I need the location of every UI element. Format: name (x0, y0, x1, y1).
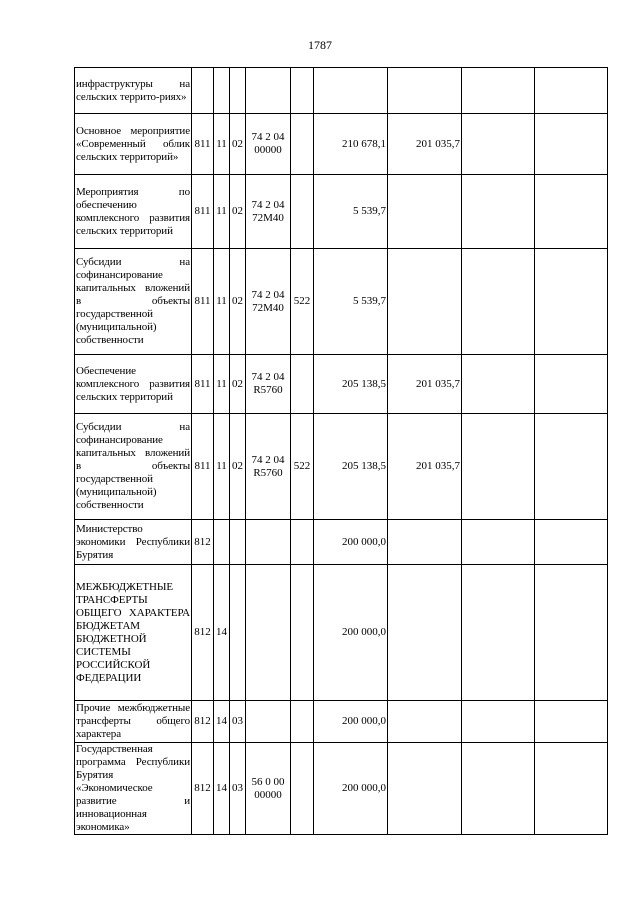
amount-2-cell: 201 035,7 (388, 414, 462, 520)
section-code-cell: 14 (214, 565, 230, 701)
target-article-cell (246, 520, 291, 565)
ministry-code-cell: 811 (192, 175, 214, 249)
section-code-cell: 11 (214, 114, 230, 175)
empty-cell (462, 249, 535, 355)
table-row (75, 355, 608, 414)
amount-1-cell: 200 000,0 (314, 701, 388, 743)
section-code-cell: 11 (214, 175, 230, 249)
table-row (75, 68, 608, 114)
table-row (75, 565, 608, 701)
target-article-cell: 56 0 00 00000 (246, 743, 291, 835)
empty-cell (535, 743, 608, 835)
empty-cell (535, 701, 608, 743)
expense-type-cell (291, 355, 314, 414)
empty-cell (535, 414, 608, 520)
amount-2-cell (388, 175, 462, 249)
amount-1-cell: 210 678,1 (314, 114, 388, 175)
amount-2-cell (388, 68, 462, 114)
subsection-code-cell: 02 (230, 175, 246, 249)
empty-cell (535, 68, 608, 114)
table-row (75, 175, 608, 249)
expense-type-cell: 522 (291, 414, 314, 520)
target-article-cell (246, 68, 291, 114)
ministry-code-cell: 811 (192, 249, 214, 355)
row-name-cell: Основное мероприятие «Современный облик сельских территорий» (75, 114, 192, 175)
row-name-cell: МЕЖБЮДЖЕТНЫЕ ТРАНСФЕРТЫ ОБЩЕГО ХАРАКТЕРА БЮДЖЕТАМ БЮДЖЕТНОЙ СИСТЕМЫ РОССИЙСКОЙ ФЕДЕРАЦИИ (75, 565, 192, 701)
amount-1-cell: 200 000,0 (314, 743, 388, 835)
empty-cell (535, 565, 608, 701)
table-row (75, 743, 608, 835)
table-row (75, 520, 608, 565)
target-article-cell: 74 2 04 00000 (246, 114, 291, 175)
table-row (75, 249, 608, 355)
amount-2-cell (388, 565, 462, 701)
subsection-code-cell (230, 68, 246, 114)
section-code-cell: 11 (214, 414, 230, 520)
row-name-cell: Субсидии на софинансирование капитальных вложений в объекты государственной (муниципальной) собственности (75, 249, 192, 355)
empty-cell (462, 743, 535, 835)
expense-type-cell (291, 520, 314, 565)
subsection-code-cell: 02 (230, 114, 246, 175)
amount-2-cell: 201 035,7 (388, 355, 462, 414)
subsection-code-cell (230, 520, 246, 565)
expense-type-cell (291, 701, 314, 743)
section-code-cell: 11 (214, 249, 230, 355)
target-article-cell: 74 2 04 72М40 (246, 175, 291, 249)
amount-1-cell: 200 000,0 (314, 565, 388, 701)
amount-1-cell: 205 138,5 (314, 355, 388, 414)
budget-table (74, 67, 608, 835)
expense-type-cell (291, 175, 314, 249)
amount-2-cell (388, 701, 462, 743)
target-article-cell: 74 2 04 R5760 (246, 414, 291, 520)
table-row (75, 701, 608, 743)
subsection-code-cell (230, 565, 246, 701)
empty-cell (462, 68, 535, 114)
section-code-cell: 14 (214, 743, 230, 835)
amount-1-cell: 205 138,5 (314, 414, 388, 520)
section-code-cell: 14 (214, 701, 230, 743)
expense-type-cell (291, 68, 314, 114)
subsection-code-cell: 02 (230, 355, 246, 414)
table-row (75, 114, 608, 175)
target-article-cell: 74 2 04 72М40 (246, 249, 291, 355)
subsection-code-cell: 02 (230, 249, 246, 355)
amount-1-cell: 200 000,0 (314, 520, 388, 565)
ministry-code-cell: 812 (192, 743, 214, 835)
target-article-cell (246, 701, 291, 743)
expense-type-cell (291, 743, 314, 835)
ministry-code-cell: 811 (192, 355, 214, 414)
empty-cell (535, 249, 608, 355)
expense-type-cell (291, 114, 314, 175)
section-code-cell (214, 68, 230, 114)
empty-cell (535, 175, 608, 249)
expense-type-cell: 522 (291, 249, 314, 355)
ministry-code-cell: 812 (192, 520, 214, 565)
target-article-cell (246, 565, 291, 701)
row-name-cell: Прочие межбюджетные трансферты общего характера (75, 701, 192, 743)
empty-cell (462, 565, 535, 701)
empty-cell (462, 355, 535, 414)
amount-1-cell (314, 68, 388, 114)
empty-cell (462, 520, 535, 565)
empty-cell (462, 701, 535, 743)
target-article-cell: 74 2 04 R5760 (246, 355, 291, 414)
amount-1-cell: 5 539,7 (314, 249, 388, 355)
ministry-code-cell: 812 (192, 701, 214, 743)
amount-2-cell (388, 249, 462, 355)
row-name-cell: Мероприятия по обеспечению комплексного развития сельских территорий (75, 175, 192, 249)
expense-type-cell (291, 565, 314, 701)
amount-2-cell (388, 743, 462, 835)
ministry-code-cell: 812 (192, 565, 214, 701)
empty-cell (535, 114, 608, 175)
row-name-cell: Министерство экономики Республики Бурятия (75, 520, 192, 565)
empty-cell (462, 175, 535, 249)
row-name-cell: Субсидии на софинансирование капитальных вложений в объекты государственной (муниципальной) собственности (75, 414, 192, 520)
ministry-code-cell: 811 (192, 114, 214, 175)
amount-2-cell (388, 520, 462, 565)
row-name-cell: Государственная программа Республики Бурятия «Экономическое развитие и инновационная экономика» (76, 743, 190, 833)
empty-cell (535, 355, 608, 414)
subsection-code-cell: 03 (230, 701, 246, 743)
ministry-code-cell (192, 68, 214, 114)
subsection-code-cell: 03 (230, 743, 246, 835)
ministry-code-cell: 811 (192, 414, 214, 520)
subsection-code-cell: 02 (230, 414, 246, 520)
section-code-cell (214, 520, 230, 565)
empty-cell (462, 414, 535, 520)
empty-cell (535, 520, 608, 565)
amount-1-cell: 5 539,7 (314, 175, 388, 249)
page-number: 1787 (308, 38, 332, 52)
row-name-cell: Обеспечение комплексного развития сельских территорий (75, 355, 192, 414)
amount-2-cell: 201 035,7 (388, 114, 462, 175)
row-name-cell: инфраструктуры на сельских террито-риях» (75, 68, 192, 114)
section-code-cell: 11 (214, 355, 230, 414)
table-row (75, 414, 608, 520)
empty-cell (462, 114, 535, 175)
